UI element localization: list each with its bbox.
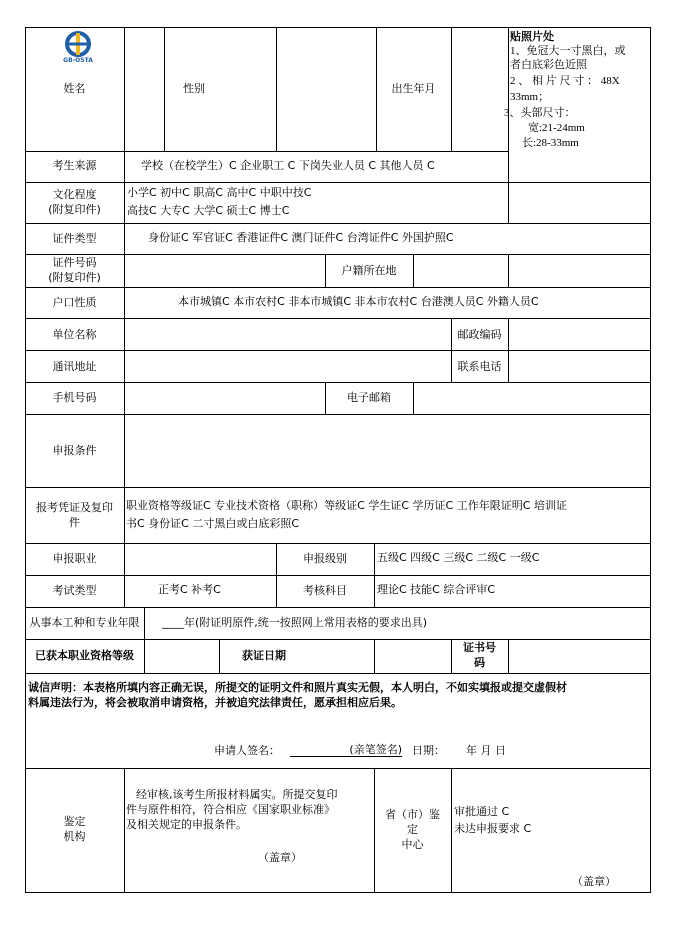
subject-options[interactable]: 理论C 技能C 综合评审C [377,583,496,596]
photo-line: 长:28-33mm [522,137,579,149]
row-divider [25,639,651,640]
col-divider [276,27,277,152]
row-divider [25,382,651,383]
col-divider [374,639,375,674]
col-divider [124,27,125,152]
docs-label: 件 [69,516,80,529]
row-divider [25,151,508,152]
photo-placeholder [504,28,651,152]
reject-option[interactable]: 未达申报要求 C [454,822,532,835]
obtained-date-label: 获证日期 [242,649,286,662]
birth-label: 出生年月 [391,82,436,95]
photo-line: 33mm； [510,91,550,103]
exam-type-label: 考试类型 [52,584,97,597]
row-divider [25,318,651,319]
sign-label: 申请人签名： [214,744,280,757]
certno-label: 证书号 [463,641,496,654]
photo-line: 宽:21-24mm [528,122,585,134]
col-divider [508,182,509,224]
cert-no-note: (附复印件) [48,271,101,284]
education-options[interactable]: 小学C 初中C 职高C 高中C 中职中技C [127,186,312,199]
col-divider [451,768,452,893]
row-divider [25,607,651,608]
col-divider [124,182,125,575]
unit-label: 单位名称 [52,328,97,341]
row-divider [25,287,651,288]
appraisal-label: 鉴定 [63,815,86,828]
provincial-center-label: 定 [407,823,418,836]
certno-label: 码 [474,656,485,669]
approve-option[interactable]: 审批通过 C [454,805,510,818]
education-note: (附复印件) [48,203,101,216]
row-divider [25,543,651,544]
logo-text: GB-OSTA [63,57,93,64]
row-divider [25,673,651,674]
form-table [25,27,651,893]
declaration-text: 料属违法行为，将会被取消申请资格，并被追究法律责任，愿承担相应后果。 [28,696,402,709]
row-divider [25,414,651,415]
row-divider [25,768,651,769]
row-divider [25,223,651,224]
level-options[interactable]: 五级C 四级C 三级C 二级C 一级C [377,551,540,564]
col-divider [508,639,509,674]
exam-type-options[interactable]: 正考C 补考C [158,583,221,596]
education-label: 文化程度 [52,188,97,201]
row-divider [25,350,651,351]
appraisal-text: 件与原件相符，符合相应《国家职业标准》 [126,803,335,816]
years-label: 从事本工种和专业年限 [29,616,140,629]
email-label: 电子邮箱 [347,391,391,404]
provincial-center-label: 省（市）鉴 [385,808,440,821]
hukou-options[interactable]: 本市城镇C 本市农村C 非本市城镇C 非本市农村C 台港澳人员C 外籍人员C [178,295,539,308]
gender-label: 性别 [183,82,205,95]
date-fields[interactable]: 年 月 日 [466,744,506,757]
provincial-center-label: 中心 [401,838,424,851]
docs-label: 报考凭证及复印 [36,501,113,514]
subject-label: 考核科目 [303,584,347,597]
name-label: 姓名 [63,82,86,95]
appraisal-text: 及相关规定的申报条件。 [126,818,247,831]
col-divider [124,575,125,608]
obtained-label: 已获本职业资格等级 [35,649,134,662]
household-label: 户籍所在地 [341,264,397,277]
address-label: 通讯地址 [52,360,97,373]
col-divider [413,254,414,288]
docs-options[interactable]: 职业资格等级证C 专业技术资格（职称）等级证C 学生证C 学历证C 工作年限证明C 培训证 [126,499,567,512]
cert-no-label: 证件号码 [52,256,97,269]
col-divider [124,768,125,893]
level-label: 申报级别 [303,552,347,565]
seal-label: （盖章） [572,875,616,888]
row-divider [25,254,651,255]
cert-type-label: 证件类型 [52,232,97,245]
docs-options[interactable]: 书C 身份证C 二寸黑白或白底彩照C [126,517,300,530]
phone-label: 联系电话 [457,360,502,373]
condition-label: 申报条件 [52,444,97,457]
col-divider [451,27,452,152]
col-divider [508,318,509,383]
seal-label: （盖章） [258,851,302,864]
signature-field[interactable] [290,743,402,757]
photo-line: 2 、 相 片 尺 寸 ： 48X [510,75,620,87]
declaration-text: 诚信声明：本表格所填内容正确无误，所提交的证明文件和照片真实无假，本人明白，不如实填报或提交虚假材 [28,681,567,694]
education-options[interactable]: 高技C 大专C 大学C 硕士C 博士C [127,204,290,217]
mobile-label: 手机号码 [52,391,97,404]
row-divider [25,487,651,488]
occupation-label: 申报职业 [52,552,97,565]
date-label: 日期： [412,744,445,757]
photo-line: 1、免冠大一寸黑白，或 [510,45,626,57]
source-label: 考生来源 [52,159,97,172]
years-text: ____年(附证明原件,统一按照网上常用表格的要求出具) [162,616,428,629]
row-divider [25,182,651,183]
photo-title: 贴照片处 [510,30,554,43]
photo-line: 者白底彩色近照 [510,59,587,71]
logo [58,30,98,68]
col-divider [124,151,125,183]
photo-line: 3、头部尺寸： [504,107,576,119]
source-options[interactable]: 学校（在校学生）C 企业职工 C 下岗失业人员 C 其他人员 C [141,159,435,172]
postcode-label: 邮政编码 [457,328,502,341]
col-divider [413,382,414,415]
col-divider [144,607,145,674]
hukou-label: 户口性质 [52,296,97,309]
col-divider [374,543,375,608]
appraisal-text: 经审核,该考生所报材料属实。所提交复印 [136,788,338,801]
row-divider [25,575,651,576]
cert-type-options[interactable]: 身份证C 军官证C 香港证件C 澳门证件C 台湾证件C 外国护照C [148,231,454,244]
appraisal-label: 机构 [63,830,86,843]
sign-hint: (亲笔签名) [349,743,402,756]
logo-mark-icon [58,30,98,58]
col-divider [508,254,509,288]
